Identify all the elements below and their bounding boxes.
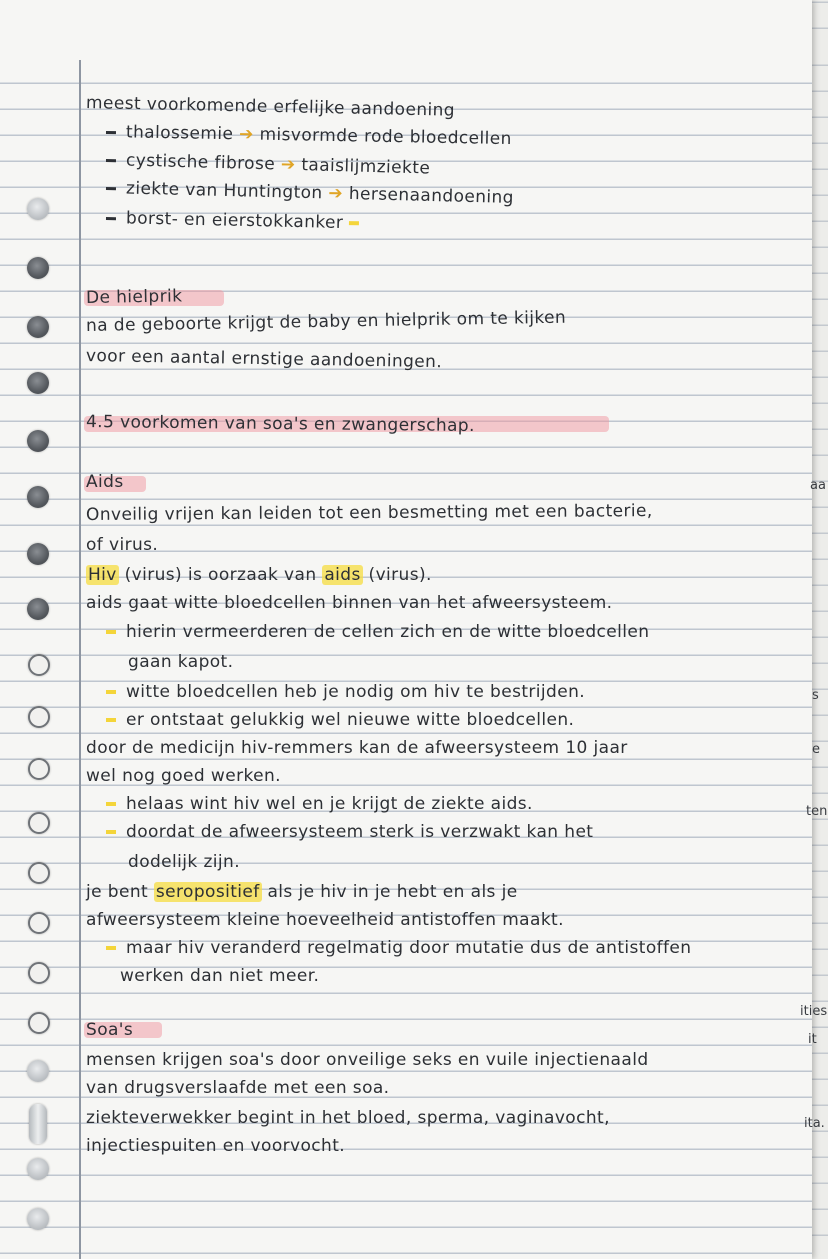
edge-text: s [812, 688, 819, 703]
binder-hole [27, 1208, 49, 1230]
note-line: werken dan niet meer. [120, 966, 320, 986]
binder-hole [28, 862, 50, 884]
note-line: helaas wint hiv wel en je krijgt de ziekte aids. [106, 794, 533, 814]
edge-text: it [808, 1032, 817, 1047]
edge-text: ten [806, 804, 828, 819]
binder-hole [27, 430, 49, 452]
note-line: mensen krijgen soa's door onveilige seks en vuile injectienaald [86, 1050, 649, 1070]
note-line: er ontstaat gelukkig wel nieuwe witte bloedcellen. [106, 710, 574, 730]
note-line: afweersysteem kleine hoeveelheid antistoffen maakt. [86, 910, 564, 930]
note-line: Hiv (virus) is oorzaak van aids (virus). [88, 565, 432, 585]
binder-hole [28, 1012, 50, 1034]
section-heading: Soa's [86, 1020, 134, 1040]
note-line: hierin vermeerderen de cellen zich en de witte bloedcellen [106, 622, 649, 642]
edge-text: aa [810, 478, 826, 493]
note-line: meest voorkomende erfelijke aandoening [85, 93, 456, 121]
note-line: borst- en eierstokkanker [106, 208, 369, 234]
binder-hole [28, 962, 50, 984]
note-line: dodelijk zijn. [128, 852, 241, 872]
chapter-heading: 4.5 voorkomen van soa's en zwangerschap. [85, 412, 475, 437]
section-heading: De hielprik [85, 286, 183, 308]
note-line: cystische fibrose ➔ taaislijmziekte [106, 150, 431, 178]
binder-hole [27, 198, 49, 220]
binder-hole [27, 598, 49, 620]
note-line: je bent seropositief als je hiv in je hebt en als je [86, 882, 518, 902]
note-line: wel nog goed werken. [86, 766, 281, 786]
margin-line [79, 60, 81, 1259]
binder-hole [28, 758, 50, 780]
binder-hole [28, 706, 50, 728]
note-line: aids gaat witte bloedcellen binnen van het afweersysteem. [86, 593, 613, 613]
binder-hole [27, 543, 49, 565]
note-line: of virus. [86, 535, 159, 555]
note-line: doordat de afweersysteem sterk is verzwakt kan het [106, 822, 593, 842]
note-line: ziekte van Huntington ➔ hersenaandoening [106, 178, 514, 208]
binder-hole [27, 1060, 49, 1082]
note-line: maar hiv veranderd regelmatig door mutatie dus de antistoffen [106, 938, 691, 958]
binder-hole [27, 486, 49, 508]
note-line: thalossemie ➔ misvormde rode bloedcellen [106, 122, 512, 149]
binder-hole [28, 912, 50, 934]
note-line: van drugsverslaafde met een soa. [86, 1078, 390, 1098]
note-line: injectiespuiten en voorvocht. [86, 1136, 346, 1156]
binder-hole [29, 1104, 47, 1144]
binder-hole [27, 316, 49, 338]
note-line: gaan kapot. [128, 652, 234, 672]
note-line: na de geboorte krijgt de baby en hielprik om te kijken [85, 307, 567, 336]
binder-hole [28, 812, 50, 834]
note-line: Onveilig vrijen kan leiden tot een besmetting met een bacterie, [85, 501, 653, 525]
note-line: witte bloedcellen heb je nodig om hiv te bestrijden. [106, 682, 585, 702]
binder-hole [28, 654, 50, 676]
section-heading: Aids [86, 472, 124, 492]
edge-text: ita. [804, 1116, 825, 1131]
note-line: door de medicijn hiv-remmers kan de afweersysteem 10 jaar [86, 738, 628, 758]
binder-hole [27, 372, 49, 394]
note-line: voor een aantal ernstige aandoeningen. [85, 346, 443, 373]
edge-text: ities [800, 1004, 828, 1019]
edge-text: e [812, 742, 820, 757]
note-line: ziekteverwekker begint in het bloed, sperma, vaginavocht, [86, 1108, 610, 1128]
binder-hole [27, 257, 49, 279]
binder-hole [27, 1158, 49, 1180]
